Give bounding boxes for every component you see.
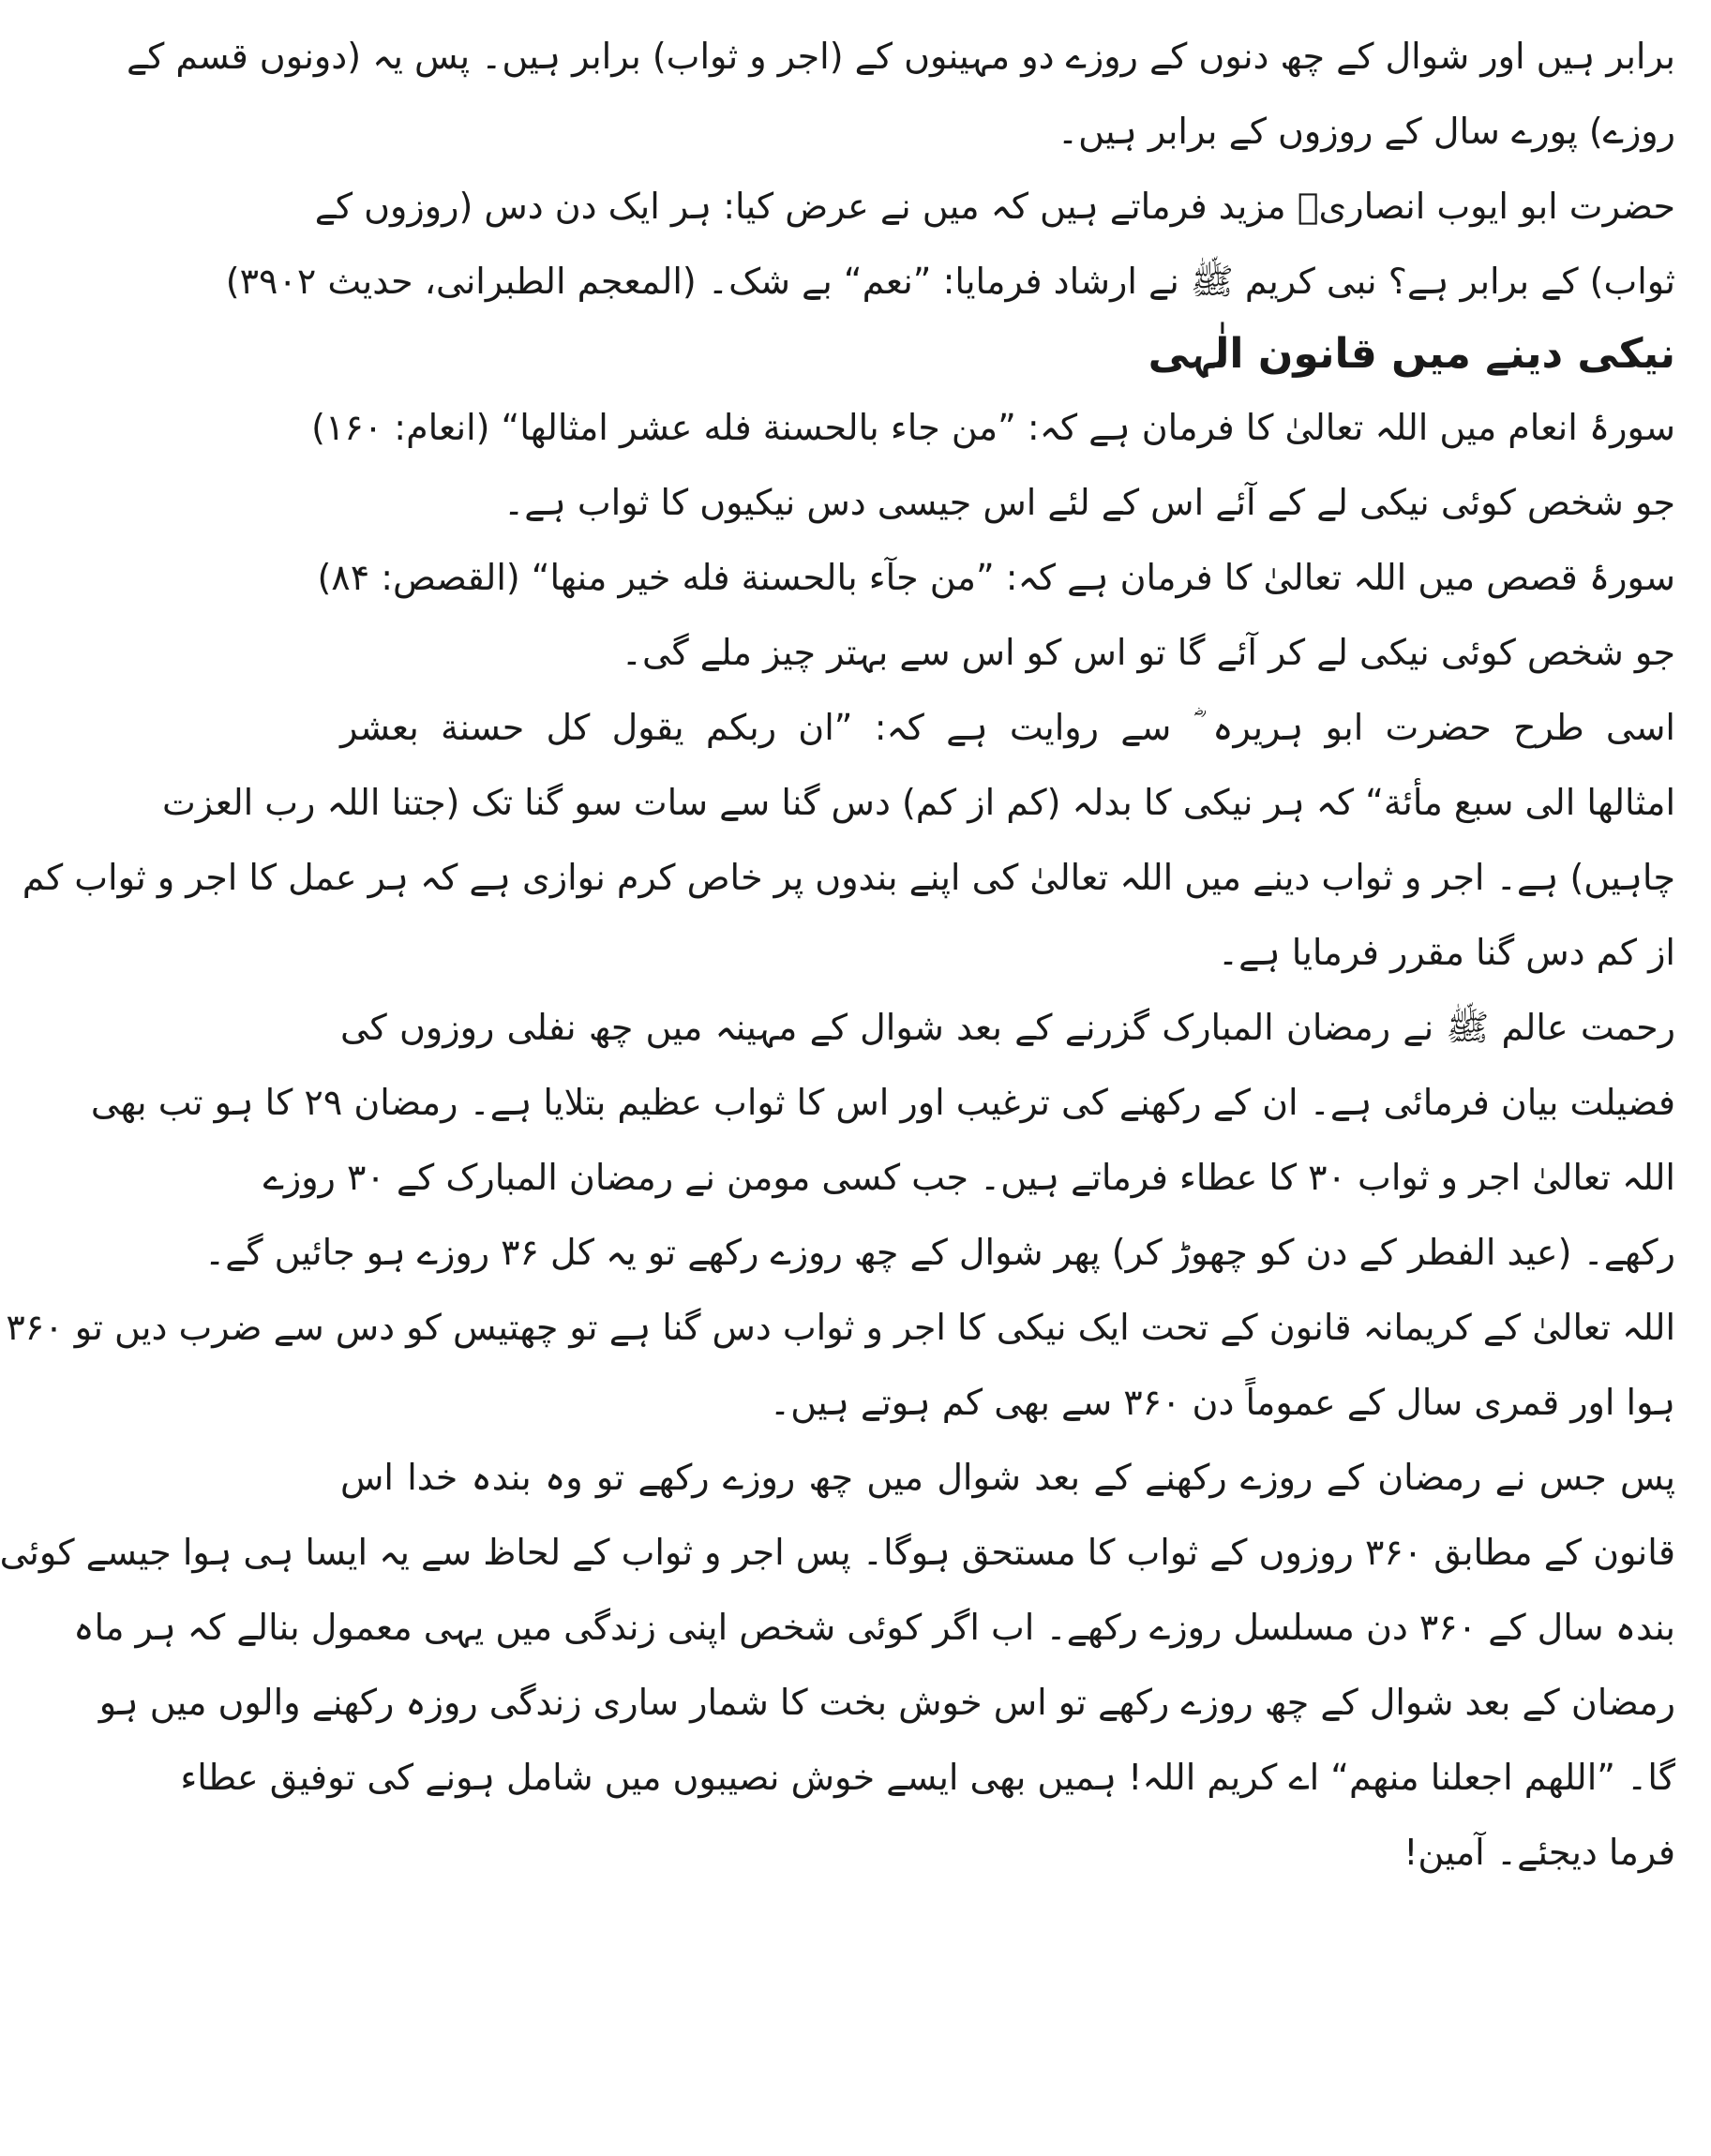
- text-line: اسی طرح حضرت ابو ہریرہ ؓ سے روایت ہے کہ: ”ان ربكم يقول كل حسنة بعشر: [340, 707, 1675, 748]
- text-line: فرما دیجئے۔ آمین!: [1403, 1832, 1675, 1873]
- paragraph-3: [311, 390, 1675, 540]
- text-line: فضیلت بیان فرمائی ہے۔ ان کے رکھنے کی ترغیب اور اس کا ثواب عظیم بتلایا ہے۔ رمضان ۲۹ کا ہو تب بھی: [90, 1082, 1675, 1123]
- text-line: امثالها الی سبع مأئة“ کہ ہر نیکی کا بدلہ (کم از کم) دس گنا سے سات سو گنا تک (جتنا اللہ رب العزت: [162, 782, 1675, 823]
- paragraph-1: [126, 19, 1675, 169]
- text-line: جو شخص کوئی نیکی لے کے آئے اس کے لئے اس جیسی دس نیکیوں کا ثواب ہے۔: [503, 482, 1675, 523]
- text-line: روزے) پورے سال کے روزوں کے برابر ہیں۔: [1057, 111, 1675, 152]
- section-heading: نیکی دینے میں قانون الٰہی: [1148, 330, 1675, 378]
- text-line: سورۂ انعام میں اللہ تعالیٰ کا فرمان ہے کہ: ”من جاء بالحسنة فله عشر امثالها“ (انعام: ۱۶۰): [311, 407, 1675, 448]
- text-line: از کم دس گنا مقرر فرمایا ہے۔: [1217, 932, 1675, 973]
- text-line: اللہ تعالیٰ کے کریمانہ قانون کے تحت ایک نیکی کا اجر و ثواب دس گنا ہے تو چھتیس کو دس سے ضرب دیں تو ۳۶۰: [6, 1307, 1675, 1348]
- paragraph-5: [22, 690, 1675, 990]
- paragraph-7: [0, 1440, 1675, 1890]
- text-line: گا۔ ”اللهم اجعلنا منهم“ اے کریم اللہ! ہمیں بھی ایسے خوش نصیبوں میں شامل ہونے کی توفیق عطاء: [180, 1757, 1675, 1798]
- text-line: قانون کے مطابق ۳۶۰ روزوں کے ثواب کا مستحق ہوگا۔ پس اجر و ثواب کے لحاظ سے یہ ایسا ہی ہوا جیسے کوئی: [0, 1532, 1675, 1573]
- text-line: پس جس نے رمضان کے روزے رکھنے کے بعد شوال میں چھ روزے رکھے تو وہ بندہ خدا اس: [340, 1457, 1675, 1498]
- text-line: ثواب) کے برابر ہے؟ نبی کریم ﷺ نے ارشاد فرمایا: ”نعم“ بے شک۔ (المعجم الطبرانی، حدیث ۳۹۰۲): [225, 261, 1675, 302]
- text-line: برابر ہیں اور شوال کے چھ دنوں کے روزے دو مہینوں کے (اجر و ثواب) برابر ہیں۔ پس یہ (دونوں قسم کے: [126, 36, 1675, 77]
- text-line: جو شخص کوئی نیکی لے کر آئے گا تو اس کو اس سے بہتر چیز ملے گی۔: [621, 632, 1675, 673]
- paragraph-2: [225, 169, 1675, 319]
- text-line: بندہ سال کے ۳۶۰ دن مسلسل روزے رکھے۔ اب اگر کوئی شخص اپنی زندگی میں یہی معمول بنالے کہ ہر ماہ: [73, 1607, 1675, 1648]
- text-line: رمضان کے بعد شوال کے چھ روزے رکھے تو اس خوش بخت کا شمار ساری زندگی روزہ رکھنے والوں میں ہو: [98, 1682, 1675, 1723]
- text-line: ہوا اور قمری سال کے عموماً دن ۳۶۰ سے بھی کم ہوتے ہیں۔: [769, 1382, 1675, 1423]
- text-line: رحمت عالم ﷺ نے رمضان المبارک گزرنے کے بعد شوال کے مہینہ میں چھ نفلی روزوں کی: [340, 1007, 1675, 1048]
- paragraph-6: [6, 990, 1675, 1440]
- paragraph-4: [317, 540, 1675, 690]
- text-line: چاہیں) ہے۔ اجر و ثواب دینے میں اللہ تعالیٰ کی اپنے بندوں پر خاص کرم نوازی ہے کہ ہر عمل کا اجر و ثواب کم: [22, 857, 1675, 898]
- text-line: حضرت ابو ایوب انصاریؓ مزید فرماتے ہیں کہ میں نے عرض کیا: ہر ایک دن دس (روزوں کے: [314, 186, 1675, 227]
- text-line: اللہ تعالیٰ اجر و ثواب ۳۰ کا عطاء فرماتے ہیں۔ جب کسی مومن نے رمضان المبارک کے ۳۰ روزے: [263, 1157, 1675, 1198]
- text-line: سورۂ قصص میں اللہ تعالیٰ کا فرمان ہے کہ: ”من جآء بالحسنة فله خير منها“ (القصص: ۸۴): [317, 557, 1675, 598]
- text-line: رکھے۔ (عید الفطر کے دن کو چھوڑ کر) پھر شوال کے چھ روزے رکھے تو یہ کل ۳۶ روزے ہو جائیں گے۔: [203, 1232, 1675, 1273]
